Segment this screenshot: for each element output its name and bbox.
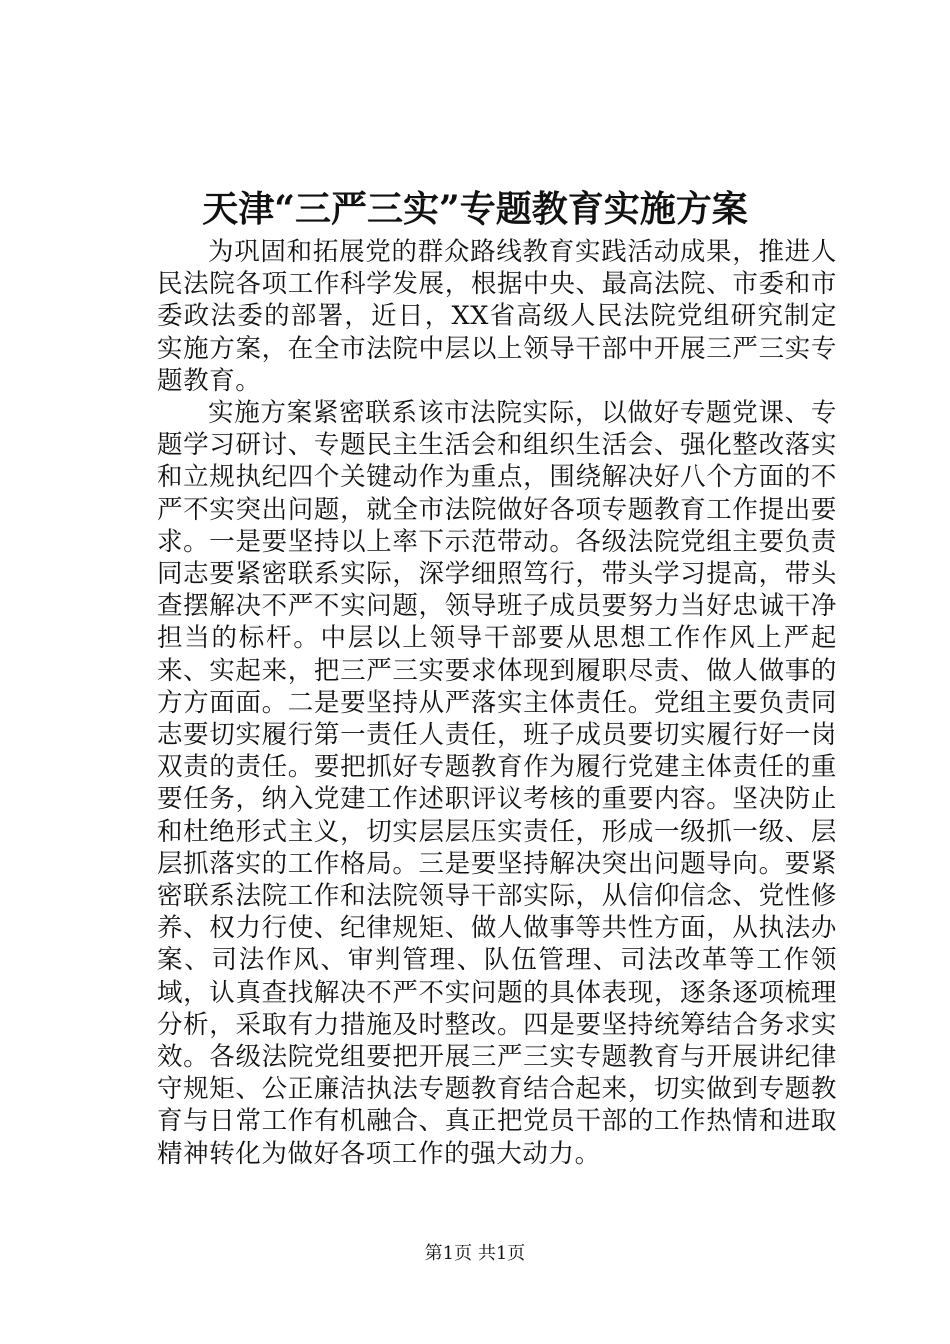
document-title: 天津“三严三实”专题教育实施方案 bbox=[202, 188, 748, 230]
document-body bbox=[157, 236, 837, 1170]
page-footer: 第1页 共1页 bbox=[424, 1243, 526, 1264]
paragraph-intro: 为巩固和拓展党的群众路线教育实践活动成果，推进人民法院各项工作科学发展，根据中央、最高法院、市委和市委政法委的部署，近日，XX省高级人民法院党组研究制定实施方案，在全市法院中层以上领导干部中开展三严三实专题教育。 bbox=[157, 237, 837, 396]
paragraph-details: 实施方案紧密联系该市法院实际，以做好专题党课、专题学习研讨、专题民主生活会和组织生活会、强化整改落实和立规执纪四个关键动作为重点，围绕解决好八个方面的不严不实突出问题，就全市法院做好各项专题教育工作提出要求。一是要坚持以上率下示范带动。各级法院党组主要负责同志要紧密联系实际，深学细照笃行，带头学习提高，带头查摆解决不严不实问题，领导班子成员要努力当好忠诚干净担当的标杆。中层以上领导干部要从思想工作作风上严起来、实起来，把三严三实要求体现到履职尽责、做人做事的方方面面。二是要坚持从严落实主体责任。党组主要负责同志要切实履行第一责任人责任，班子成员要切实履行好一岗双责的责任。要把抓好专题教育作为履行党建主体责任的重要任务，纳入党建工作述职评议考核的重要内容。坚决防止和杜绝形式主义，切实层层压实责任，形成一级抓一级、层层抓落实的工作格局。三是要坚持解决突出问题导向。要紧密联系法院工作和法院领导干部实际，从信仰信念、党性修养、权力行使、纪律规矩、做人做事等共性方面，从执法办案、司法作风、审判管理、队伍管理、司法改革等工作领域，认真查找解决不严不实问题的具体表现，逐条逐项梳理分析，采取有力措施及时整改。四是要坚持统筹结合务求实效。各级法院党组要把开展三严三实专题教育与开展讲纪律守规矩、公正廉洁执法专题教育结合起来，切实做到专题教育与日常工作有机融合、真正把党员干部的工作热情和进取精神转化为做好各项工作的强大动力。 bbox=[157, 398, 837, 1169]
